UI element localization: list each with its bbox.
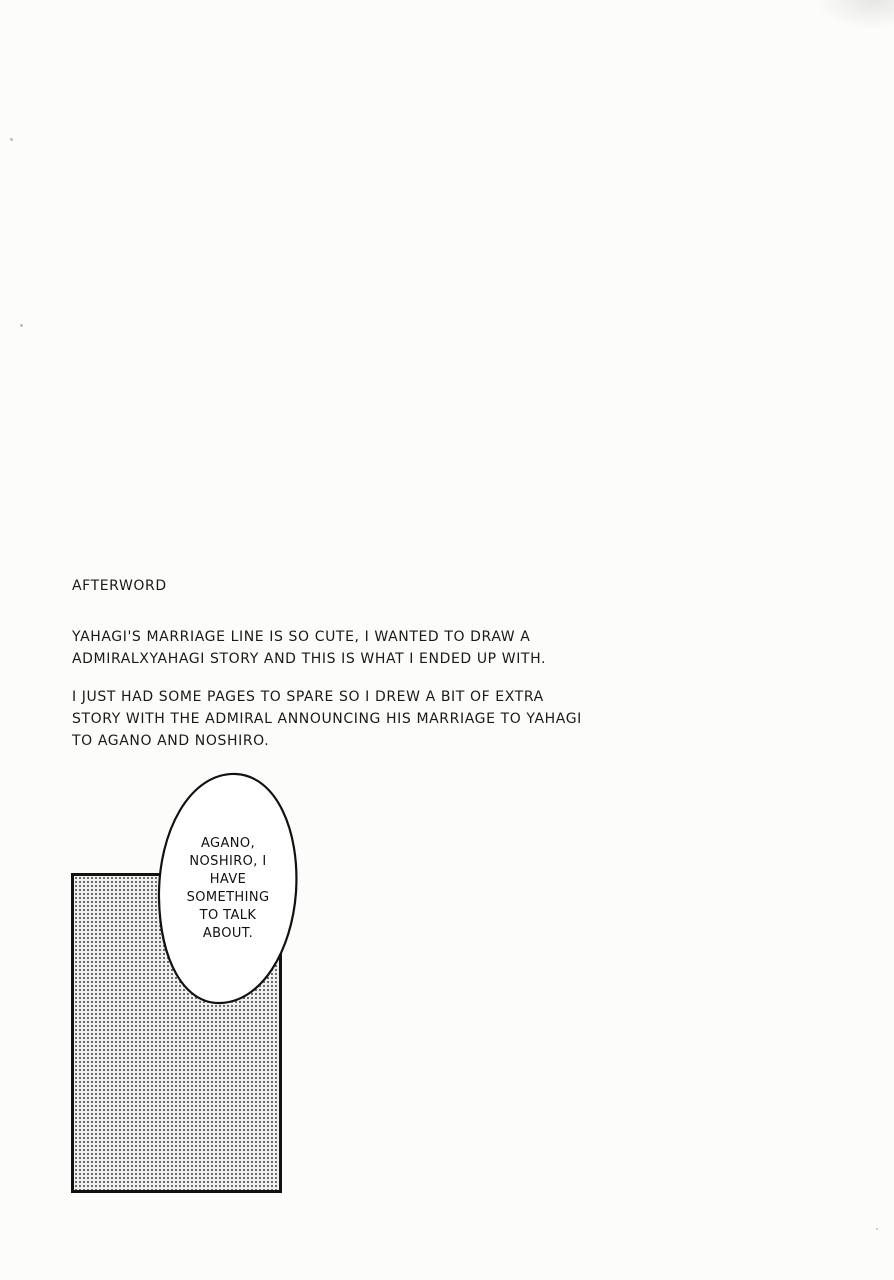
bubble-line: NOSHIRO, I <box>189 854 267 869</box>
bubble-line: TO TALK <box>199 908 257 923</box>
paragraph-1-line: ADMIRALXYAHAGI STORY AND THIS IS WHAT I ENDED UP WITH. <box>72 651 547 667</box>
paragraph-2-line: STORY WITH THE ADMIRAL ANNOUNCING HIS MARRIAGE TO YAHAGI <box>72 711 582 727</box>
paper-speck <box>10 138 13 141</box>
afterword-paragraph-1 <box>72 626 712 670</box>
paragraph-2-line: I JUST HAD SOME PAGES TO SPARE SO I DREW A BIT OF EXTRA <box>72 689 544 705</box>
paper-speck <box>20 324 23 327</box>
bubble-line: HAVE <box>209 872 247 887</box>
paper-speck <box>876 1228 878 1230</box>
afterword-paragraph-2 <box>72 686 712 752</box>
paragraph-1-line: YAHAGI'S MARRIAGE LINE IS SO CUTE, I WANTED TO DRAW A <box>72 629 531 645</box>
afterword-heading: AFTERWORD <box>72 578 167 594</box>
paragraph-2-line: TO AGANO AND NOSHIRO. <box>72 733 270 749</box>
bubble-line: AGANO, <box>200 836 256 851</box>
speech-bubble-text <box>166 835 290 943</box>
corner-smudge <box>814 0 894 30</box>
bubble-line: ABOUT. <box>202 926 254 941</box>
bubble-line: SOMETHING <box>186 890 270 905</box>
